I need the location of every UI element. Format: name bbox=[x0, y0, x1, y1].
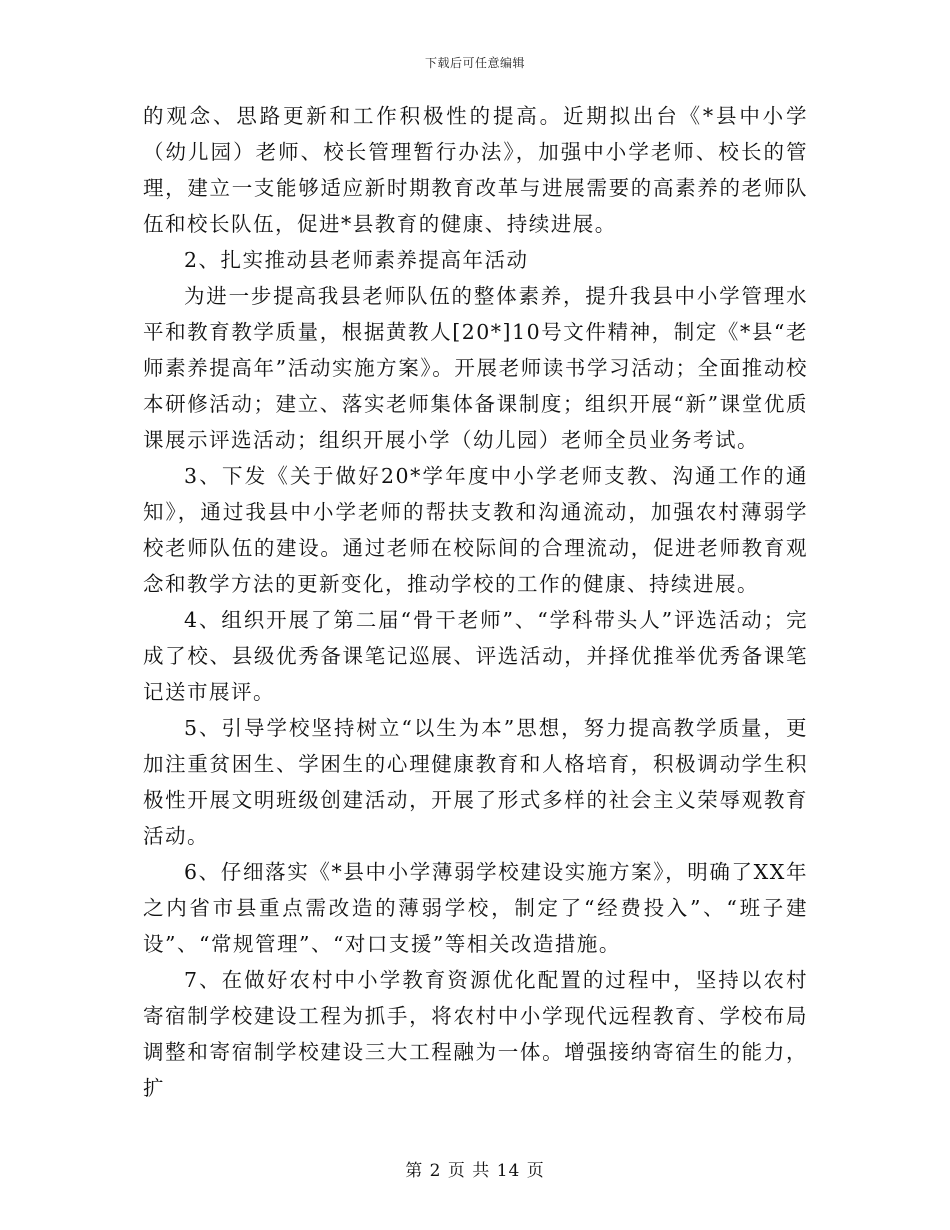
paragraph: 7、在做好农村中小学教育资源优化配置的过程中，坚持以农村寄宿制学校建设工程为抓手，将农村中小学现代远程教育、学校布局调整和寄宿制学校建设三大工程融为一体。增强接纳寄宿生的能力，扩 bbox=[143, 968, 808, 1100]
footer-middle: 页 共 bbox=[447, 1161, 491, 1181]
paragraph: 4、组织开展了第二届“骨干老师”、“学科带头人”评选活动；完成了校、县级优秀备课笔记巡展、评选活动，并择优推举优秀备课笔记送市展评。 bbox=[143, 608, 808, 704]
paragraph: 5、引导学校坚持树立“以生为本”思想，努力提高教学质量，更加注重贫困生、学困生的心理健康教育和人格培育，积极调动学生积极性开展文明班级创建活动，开展了形式多样的社会主义荣辱观教育活动。 bbox=[143, 716, 808, 848]
section-heading: 2、扎实推动县老师素养提高年活动 bbox=[184, 248, 529, 272]
paragraph: 的观念、思路更新和工作积极性的提高。近期拟出台《*县中小学（幼儿园）老师、校长管理暂行办法》，加强中小学老师、校长的管理，建立一支能够适应新时期教育改革与进展需要的高素养的老师队伍和校长队伍，促进*县教育的健康、持续进展。 bbox=[143, 104, 808, 236]
paragraph: 3、下发《关于做好20*学年度中小学老师支教、沟通工作的通知》，通过我县中小学老师的帮扶支教和沟通流动，加强农村薄弱学校老师队伍的建设。通过老师在校际间的合理流动，促进老师教育观念和教学方法的更新变化，推动学校的工作的健康、持续进展。 bbox=[143, 464, 808, 596]
paragraph: 6、仔细落实《*县中小学薄弱学校建设实施方案》，明确了XX年之内省市县重点需改造的薄弱学校，制定了“经费投入”、“班子建设”、“常规管理”、“对口支援”等相关改造措施。 bbox=[143, 860, 808, 956]
total-page-count: 14 bbox=[496, 1161, 521, 1181]
footer-prefix: 第 bbox=[405, 1161, 424, 1181]
page-header bbox=[0, 54, 950, 71]
header-text: 下载后可任意编辑 bbox=[424, 56, 525, 70]
paragraph: 为进一步提高我县老师队伍的整体素养，提升我县中小学管理水平和教育教学质量，根据黄教人[20*]10号文件精神，制定《*县“老师素养提高年”活动实施方案》。开展老师读书学习活动；全面推动校本研修活动；建立、落实老师集体备课制度；组织开展“新”课堂优质课展示评选活动；组织开展小学（幼儿园）老师全员业务考试。 bbox=[143, 284, 808, 452]
document-body bbox=[143, 98, 808, 1106]
footer-suffix: 页 bbox=[526, 1161, 545, 1181]
current-page-number: 2 bbox=[429, 1161, 442, 1181]
page-footer bbox=[0, 1156, 950, 1181]
